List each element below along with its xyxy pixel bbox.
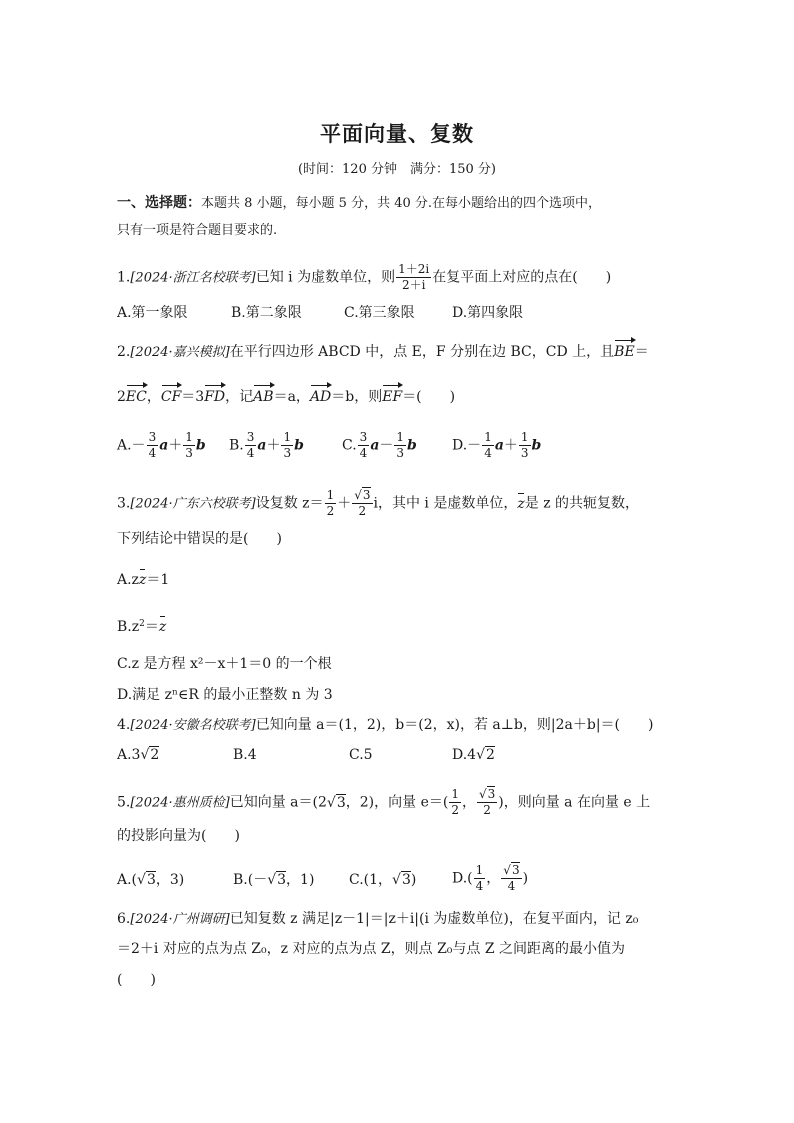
- question-source: [2024·惠州质检]: [130, 795, 230, 811]
- question-2: 2.[2024·嘉兴模拟]在平行四边形 ABCD 中，点 E，F 分别在边 BC，CD 上，且BE＝: [117, 344, 649, 360]
- question-5: 5.[2024·惠州质检]已知向量 a＝(2√3，2)，向量 e＝( $\frac{1}{2}$ ， $\frac{√3}{2}$ )，则向量 a 在向量 e 上: [117, 787, 651, 817]
- vector-ad: AD: [309, 389, 332, 405]
- vector-ef: EF: [382, 389, 403, 405]
- fraction: $\frac{1+2i}{2+i}$: [398, 262, 430, 292]
- question-6-line-2: ＝2＋i 对应的点为点 Z₀，z 对应的点为点 Z，则点 Z₀与点 Z 之间距离的最小值为: [117, 941, 626, 957]
- option-b: B.(－√3，1): [233, 872, 315, 888]
- option-d: D.( $\frac{1}{4}$ ， $\frac{√3}{4}$ ): [452, 863, 529, 893]
- question-source: [2024·浙江名校联考]: [130, 270, 256, 286]
- vector-fd: FD: [204, 389, 226, 405]
- section-heading: [117, 194, 601, 213]
- question-3: 3.[2024·广东六校联考]设复数 z＝ $\frac{1}{2}$ ＋ $\frac{√3}{2}$ i，其中 i 是虚数单位，z是 z 的共轭复数，: [117, 488, 640, 518]
- question-4: 4.[2024·安徽名校联考]已知向量 a＝(1，2)，b＝(2，x)，若 a⊥b，则|2a＋b|＝( ): [117, 717, 654, 733]
- option-d: D.第四象限: [452, 305, 524, 321]
- option-b: B.4: [233, 747, 257, 763]
- question-2-options: [117, 430, 677, 466]
- option-b: $B.z^2=z$: [117, 619, 167, 635]
- conjugate-z: z: [517, 495, 525, 512]
- question-source: [2024·嘉兴模拟]: [130, 345, 230, 360]
- page-title: 平面向量、复数: [320, 122, 474, 146]
- question-6-line-3: ( ): [117, 972, 156, 988]
- sqrt-symbol: √3: [354, 488, 371, 502]
- question-source: [2024·安徽名校联考]: [130, 718, 256, 733]
- option-a: A.(√3，3): [117, 872, 185, 888]
- section-label: 一、选择题：: [117, 195, 201, 211]
- option-a: A.－ $\frac{3}{4}$ a＋ $\frac{1}{3}$ b: [117, 430, 206, 460]
- vector-ab: AB: [253, 389, 274, 405]
- question-2-line-2: 2EC，CF＝3FD，记AB＝a，AD＝b，则EF＝( ): [117, 389, 456, 405]
- section-text-1: 本题共 8 小题，每小题 5 分，共 40 分.在每小题给出的四个选项中，: [201, 196, 602, 211]
- option-c: C.(1，√3): [349, 872, 417, 888]
- option-a: A.3√2: [117, 747, 160, 763]
- option-d: D.－ $\frac{1}{4}$ a＋ $\frac{1}{3}$ b: [452, 430, 542, 460]
- question-1: 1.[2024·浙江名校联考]已知 i 为虚数单位，则 $\frac{1+2i}{2+i}$ 在复平面上对应的点在( ): [117, 262, 612, 292]
- exam-info: (时间：120 分钟 满分：150 分): [297, 162, 497, 177]
- question-source: [2024·广州调研]: [130, 912, 230, 927]
- vector-be: BE: [614, 344, 635, 360]
- option-b: B.第二象限: [231, 305, 302, 321]
- question-5-line-2: 的投影向量为( ): [117, 828, 240, 844]
- option-c: C.z 是方程 x²－x＋1＝0 的一个根: [117, 656, 332, 672]
- option-c: C.5: [349, 747, 373, 763]
- question-6: 6.[2024·广州调研]已知复数 z 满足|z－1|＝|z＋i|(i 为虚数单位)，在复平面内，记 z₀: [117, 911, 639, 927]
- option-d: D.4√2: [452, 747, 495, 763]
- vector-cf: CF: [160, 389, 182, 405]
- vector-ec: EC: [125, 389, 147, 405]
- option-c: C. $\frac{3}{4}$ a－ $\frac{1}{3}$ b: [342, 430, 417, 460]
- question-5-options: [117, 863, 677, 899]
- option-d: D.满足 zⁿ∈R 的最小正整数 n 为 3: [117, 687, 333, 703]
- option-b: B. $\frac{3}{4}$ a＋ $\frac{1}{3}$ b: [229, 430, 304, 460]
- option-c: C.第三象限: [344, 305, 415, 321]
- option-a: A.zz＝1: [117, 572, 170, 588]
- question-3-line-2: 下列结论中错误的是( ): [117, 531, 282, 547]
- question-source: [2024·广东六校联考]: [130, 496, 256, 512]
- option-a: A.第一象限: [117, 305, 188, 321]
- section-text-2: 只有一项是符合题目要求的.: [117, 223, 278, 238]
